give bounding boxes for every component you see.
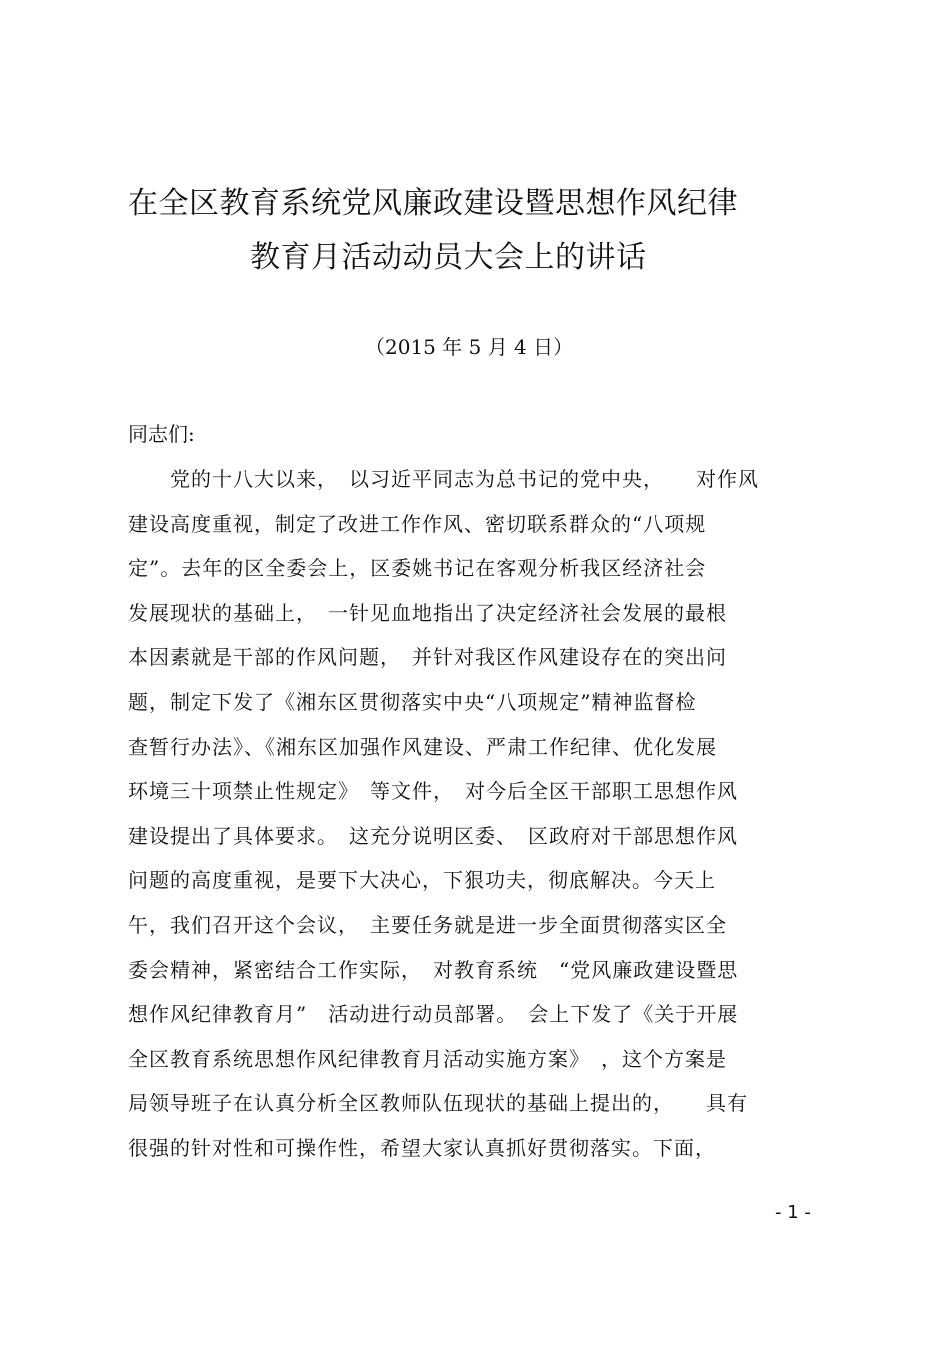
body-line: 想作风纪律教育月” 活动进行动员部署。 会上下发了《关于开展 xyxy=(128,1002,739,1027)
body-line: 全区教育系统思想作风纪律教育月活动实施方案》 ，这个方案是 xyxy=(128,1046,727,1071)
body-line: 发展现状的基础上， 一针见血地指出了决定经济社会发展的最根 xyxy=(128,600,727,625)
body-line: 问题的高度重视，是要下大决心，下狠功夫，彻底解决。今天上 xyxy=(128,868,716,893)
body-line: 查暂行办法》、《湘东区加强作风建设、严肃工作纪律、优化发展 xyxy=(128,734,717,759)
page-number: - 1 - xyxy=(775,1202,811,1223)
body-line: 局领导班子在认真分析全区教师队伍现状的基础上提出的， 具有 xyxy=(128,1091,748,1116)
body-line: 定”。去年的区全委会上，区委姚书记在客观分析我区经济社会 xyxy=(128,556,707,581)
salutation: 同志们: xyxy=(128,422,195,446)
document-title-line-1: 在全区教育系统党风廉政建设暨思想作风纪律 xyxy=(128,186,738,221)
body-line: 午，我们召开这个会议， 主要任务就是进一步全面贯彻落实区全 xyxy=(128,913,727,937)
body-line: 建设提出了具体要求。 这充分说明区委、 区政府对干部思想作风 xyxy=(128,823,738,848)
body-line: 党的十八大以来， 以习近平同志为总书记的党中央， 对作风 xyxy=(128,467,759,491)
body-line: 环境三十项禁止性规定》 等文件， 对今后全区干部职工思想作风 xyxy=(128,779,738,804)
speech-date: （2015 年 5 月 4 日） xyxy=(365,335,574,359)
body-line: 委会精神，紧密结合工作实际， 对教育系统 “党风廉政建设暨思 xyxy=(128,957,739,982)
document-title-line-2: 教育月活动动员大会上的讲话 xyxy=(250,240,647,275)
body-line: 建设高度重视，制定了改进工作作风、密切联系群众的“八项规 xyxy=(128,511,707,536)
body-line: 本因素就是干部的作风问题， 并针对我区作风建设存在的突出问 xyxy=(128,645,727,670)
body-line: 题，制定下发了《湘东区贯彻落实中央“八项规定”精神监督检 xyxy=(128,690,697,714)
body-line: 很强的针对性和可操作性，希望大家认真抓好贯彻落实。下面， xyxy=(128,1136,716,1160)
